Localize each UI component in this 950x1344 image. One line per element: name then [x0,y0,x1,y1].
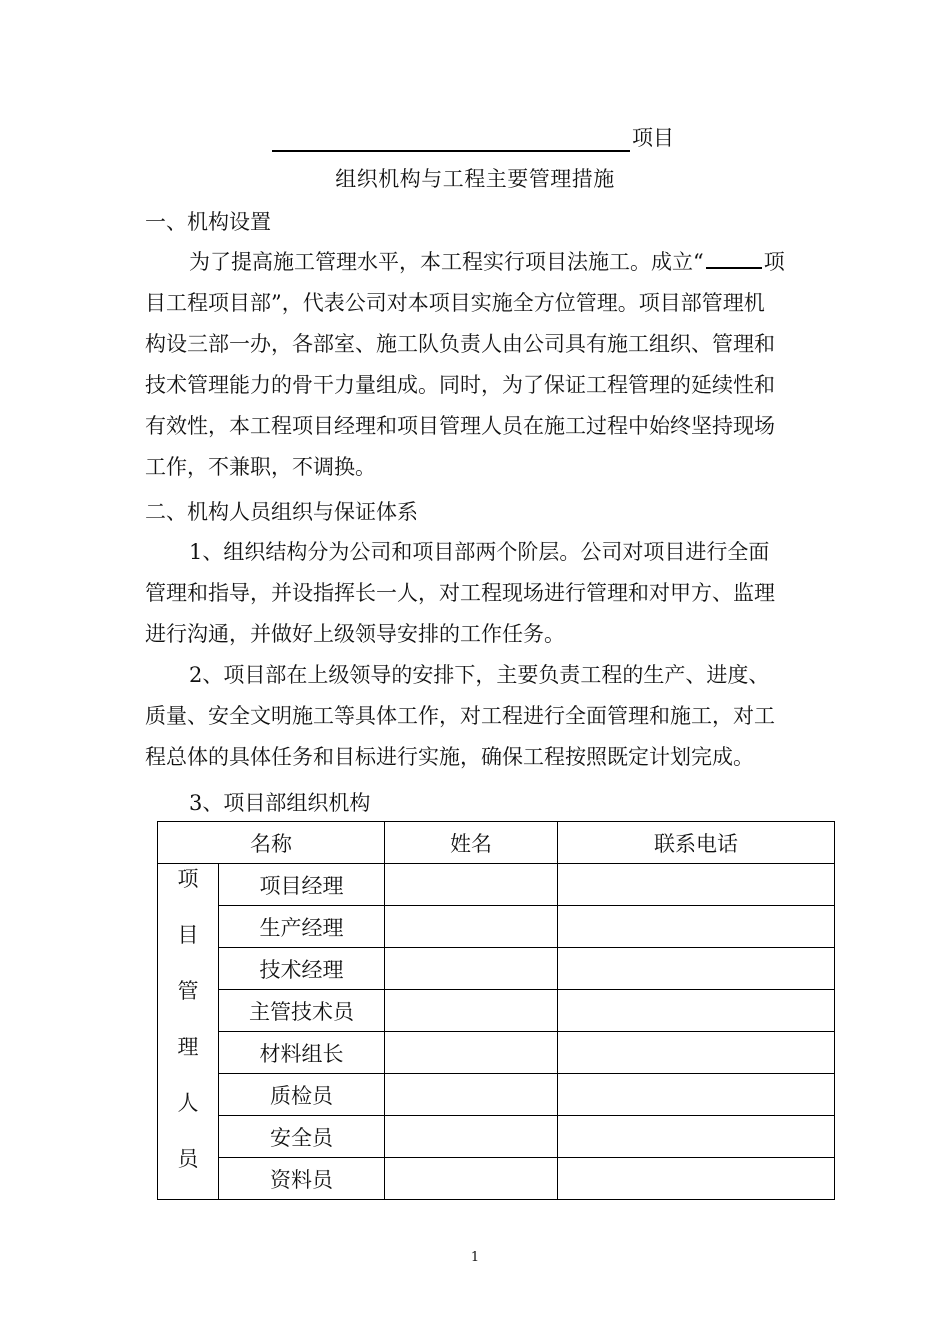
section-1-paragraph [145,242,810,488]
phone-cell [558,948,835,990]
paragraph-text: 项 [763,250,785,274]
person-cell [385,1158,558,1200]
person-cell [385,864,558,906]
table-row [158,990,835,1032]
role-cell: 材料组长 [219,1032,385,1074]
paragraph-line: 目工程项目部”，代表公司对本项目实施全方位管理。项目部管理机 [145,291,765,315]
header-cell-phone: 联系电话 [558,822,835,864]
person-cell [385,1116,558,1158]
section-heading-1: 一、机构设置 [145,210,271,234]
paragraph-line: 有效性，本工程项目经理和项目管理人员在施工过程中始终坚持现场 [145,414,775,438]
group-label-char: 目 [177,923,199,947]
group-label-char: 项 [177,867,199,891]
group-label-char: 人 [177,1091,199,1115]
table-row [158,1158,835,1200]
table-row [158,1032,835,1074]
paragraph-line: 工作，不兼职，不调换。 [145,455,376,479]
item-1-paragraph [145,532,810,655]
paragraph-line: 质量、安全文明施工等具体工作，对工程进行全面管理和施工，对工 [145,704,775,728]
paragraph-line: 2、项目部在上级领导的安排下，主要负责工程的生产、进度、 [189,663,770,687]
phone-cell [558,864,835,906]
table-header-row [158,822,835,864]
header-cell-person: 姓名 [385,822,558,864]
phone-cell [558,1158,835,1200]
table-row [158,906,835,948]
title-line [272,120,677,152]
role-cell: 主管技术员 [219,990,385,1032]
table-row [158,948,835,990]
role-cell: 资料员 [219,1158,385,1200]
phone-cell [558,990,835,1032]
person-cell [385,948,558,990]
title-suffix: 项目 [632,126,674,150]
role-cell: 生产经理 [219,906,385,948]
phone-cell [558,906,835,948]
paragraph-line: 构设三部一办，各部室、施工队负责人由公司具有施工组织、管理和 [145,332,775,356]
paragraph-line: 技术管理能力的骨干力量组成。同时，为了保证工程管理的延续性和 [145,373,775,397]
table-row [158,864,835,906]
group-label-cell [158,864,219,1200]
role-cell: 质检员 [219,1074,385,1116]
paragraph-line: 管理和指导，并设指挥长一人，对工程现场进行管理和对甲方、监理 [145,581,775,605]
section-heading-2: 二、机构人员组织与保证体系 [145,500,418,524]
paragraph-line: 进行沟通，并做好上级领导安排的工作任务。 [145,622,565,646]
paragraph-text: 为了提高施工管理水平，本工程实行项目法施工。成立“ [189,250,704,274]
organization-table [157,821,835,1200]
person-cell [385,906,558,948]
project-name-blank [272,150,630,152]
header-cell-name: 名称 [158,822,385,864]
role-cell: 技术经理 [219,948,385,990]
paragraph-line: 程总体的具体任务和目标进行实施，确保工程按照既定计划完成。 [145,745,754,769]
phone-cell [558,1116,835,1158]
phone-cell [558,1074,835,1116]
table-row [158,1116,835,1158]
paragraph-line [145,242,810,283]
item-2-paragraph [145,655,810,778]
table-row [158,1074,835,1116]
person-cell [385,990,558,1032]
document-title: 组织机构与工程主要管理措施 [335,167,615,191]
paragraph-line: 1、组织结构分为公司和项目部两个阶层。公司对项目进行全面 [189,540,770,564]
group-label-char: 员 [177,1147,199,1171]
person-cell [385,1074,558,1116]
group-label-char: 管 [177,979,199,1003]
group-label-char: 理 [177,1035,199,1059]
role-cell: 安全员 [219,1116,385,1158]
department-name-blank [706,247,762,269]
person-cell [385,1032,558,1074]
page-number: 1 [470,1250,480,1265]
phone-cell [558,1032,835,1074]
item-3-heading: 3、项目部组织机构 [189,791,371,815]
role-cell: 项目经理 [219,864,385,906]
